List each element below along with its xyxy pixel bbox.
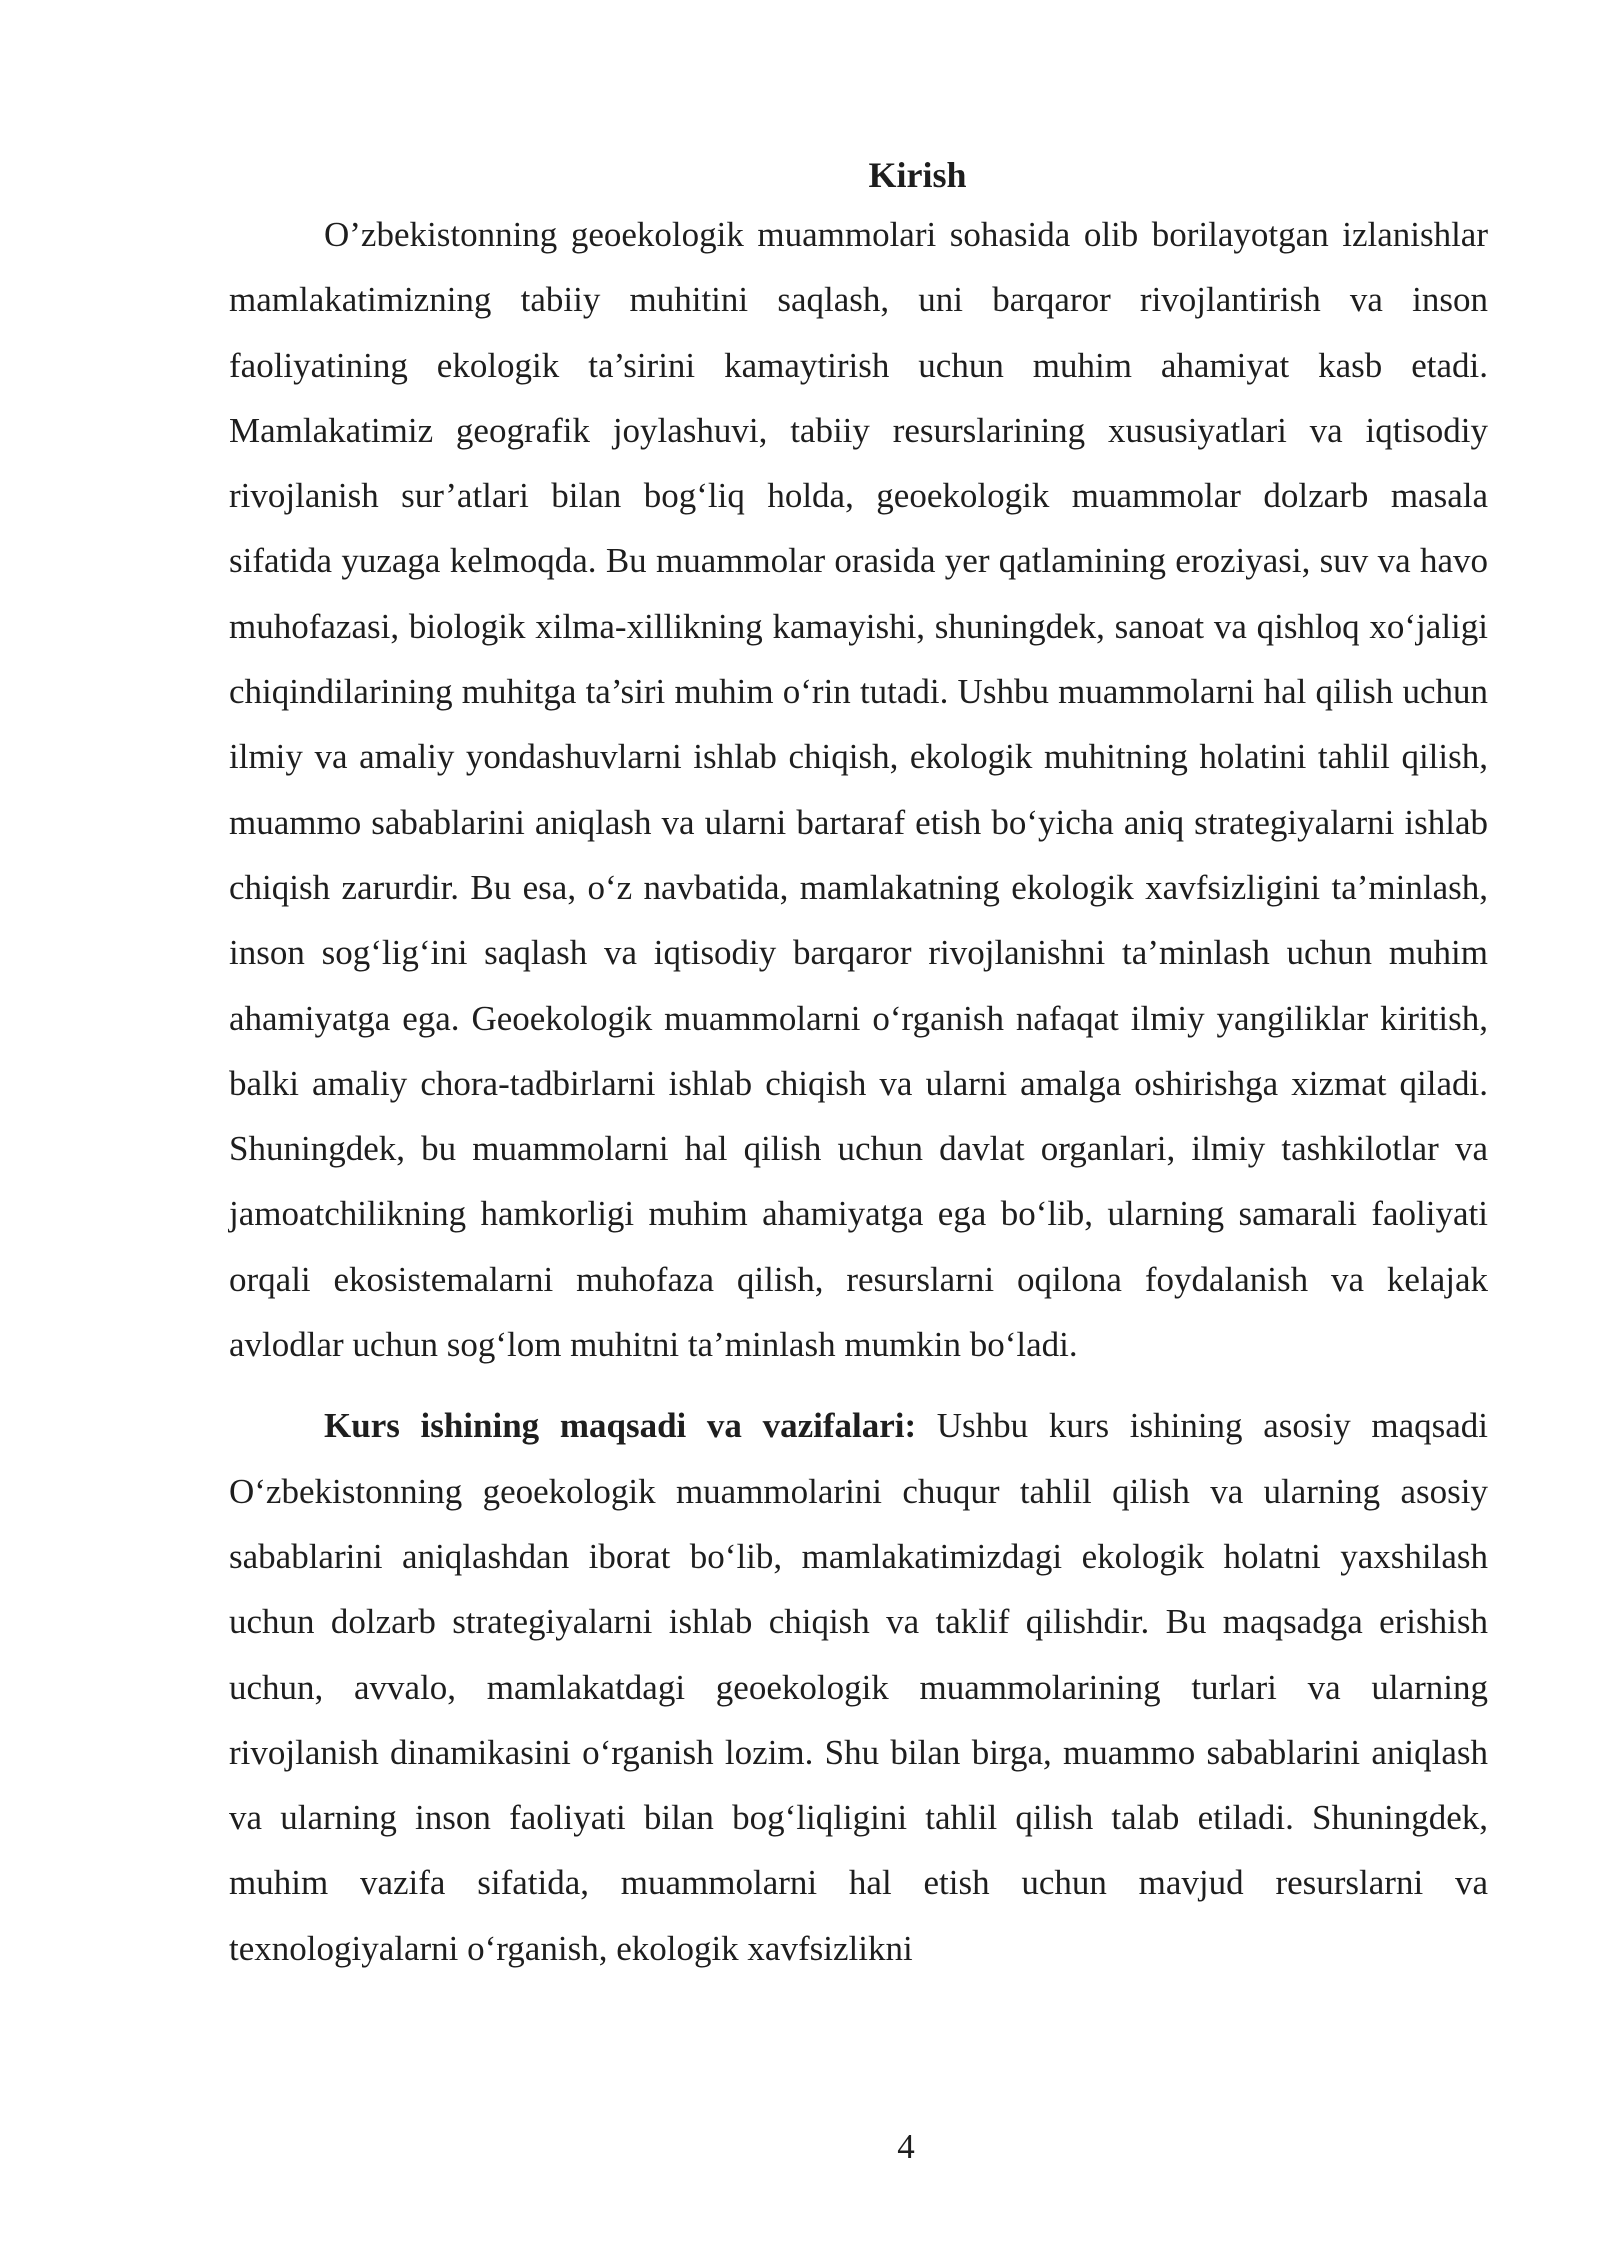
paragraph-text: Ushbu kurs ishining asosiy maqsadi O‘zbekistonning geoekologik muammolarini chuqur tahlil qilish va ularning asosiy sabablarini aniqlashdan iborat bo‘lib, mamlakatimizdagi ekologik holatni yaxshilash uchun dolzarb strategiyalarni ishlab chiqish va taklif qilishdir. Bu maqsadga erishish uchun, avvalo, mamlakatdagi geoekologik muammolarining turlari va ularning rivojlanish dinamikasini o‘rganish lozim. Shu bilan birga, muammo sabablarini aniqlash va ularning inson faoliyati bilan bog‘liqligini tahlil qilish talab etiladi. Shuningdek, muhim vazifa sifatida, muammolarni hal etish uchun mavjud resurslarni va texnologiyalarni o‘rganish, ekologik xavfsizlikni bbox=[229, 1406, 1488, 1968]
page-content bbox=[229, 150, 1488, 1981]
page-number: 4 bbox=[897, 2127, 915, 2166]
paragraph-lead: Kurs ishining maqsadi va vazifalari: bbox=[324, 1406, 917, 1446]
paragraph-goals bbox=[229, 1393, 1488, 1981]
paragraph-text: O’zbekistonning geoekologik muammolari sohasida olib borilayotgan izlanishlar mamlakatimizning tabiiy muhitini saqlash, uni barqaror rivojlantirish va inson faoliyatining ekologik ta’sirini kamaytirish uchun muhim ahamiyat kasb etadi. Mamlakatimiz geografik joylashuvi, tabiiy resurslarining xususiyatlari va iqtisodiy rivojlanish sur’atlari bilan bog‘liq holda, geoekologik muammolar dolzarb masala sifatida yuzaga kelmoqda. Bu muammolar orasida yer qatlamining eroziyasi, suv va havo muhofazasi, biologik xilma-xillikning kamayishi, shuningdek, sanoat va qishloq xo‘jaligi chiqindilarining muhitga ta’siri muhim o‘rin tutadi. Ushbu muammolarni hal qilish uchun ilmiy va amaliy yondashuvlarni ishlab chiqish, ekologik muhitning holatini tahlil qilish, muammo sabablarini aniqlash va ularni bartaraf etish bo‘yicha aniq strategiyalarni ishlab chiqish zarurdir. Bu esa, o‘z navbatida, mamlakatning ekologik xavfsizligini ta’minlash, inson sog‘lig‘ini saqlash va iqtisodiy barqaror rivojlanishni ta’minlash uchun muhim ahamiyatga ega. Geoekologik muammolarni o‘rganish nafaqat ilmiy yangiliklar kiritish, balki amaliy chora-tadbirlarni ishlab chiqish va ularni amalga oshirishga xizmat qiladi. Shuningdek, bu muammolarni hal qilish uchun davlat organlari, ilmiy tashkilotlar va jamoatchilikning hamkorligi muhim ahamiyatga ega bo‘lib, ularning samarali faoliyati orqali ekosistemalarni muhofaza qilish, resurslarni oqilona foydalanish va kelajak avlodlar uchun sog‘lom muhitni ta’minlash mumkin bo‘ladi. bbox=[229, 215, 1488, 1365]
section-heading: Kirish bbox=[868, 155, 967, 195]
paragraph-introduction bbox=[229, 202, 1488, 1377]
